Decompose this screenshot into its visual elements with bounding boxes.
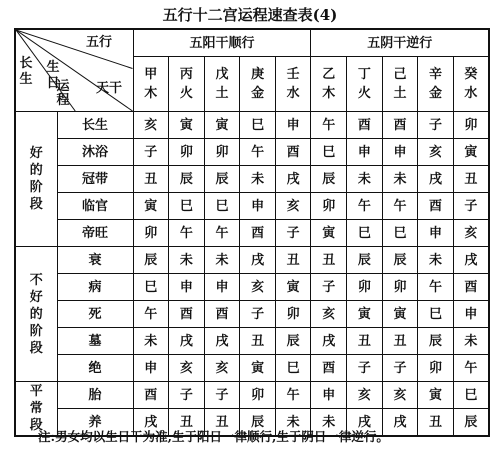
branch-cell: 巳 [133,274,169,301]
branch-cell: 辰 [240,409,276,437]
stem-element: 水 [286,86,300,101]
stem-char: 壬 [286,67,300,82]
table-row [15,301,489,328]
branch-cell: 巳 [347,220,383,247]
stem-header [347,57,383,112]
table-row [15,274,489,301]
stem-header [240,57,276,112]
branch-cell: 卯 [275,301,311,328]
branch-cell: 申 [311,382,347,409]
group-label-char: 的 [29,306,43,322]
group-label-char: 段 [29,418,43,433]
branch-cell: 未 [240,166,276,193]
branch-cell: 午 [275,382,311,409]
stage-name: 墓 [57,328,133,355]
branch-cell: 寅 [133,193,169,220]
corner-changsheng: 长生 [19,56,33,87]
branch-cell: 寅 [240,355,276,382]
branch-cell: 丑 [169,409,205,437]
branch-cell: 酉 [240,220,276,247]
stem-element: 木 [144,86,158,101]
branch-cell: 戌 [311,328,347,355]
table-row [15,112,489,139]
stage-name: 养 [57,409,133,437]
branch-cell: 卯 [453,112,489,139]
stem-header [204,57,240,112]
corner-stem: 天干 [96,81,123,96]
branch-cell: 寅 [418,382,454,409]
branch-cell: 子 [275,220,311,247]
branch-cell: 亥 [311,301,347,328]
branch-cell: 巳 [204,193,240,220]
table-row [15,382,489,409]
stage-name: 病 [57,274,133,301]
branch-cell: 亥 [169,355,205,382]
stem-char: 己 [393,67,407,82]
branch-cell: 申 [275,112,311,139]
branch-cell: 寅 [347,301,383,328]
stem-header [418,57,454,112]
stem-header [382,57,418,112]
branch-cell: 卯 [204,139,240,166]
group-label-char: 好 [29,289,43,305]
stage-name: 胎 [57,382,133,409]
branch-cell: 亥 [275,193,311,220]
yin-stem-header: 五阴干逆行 [311,29,489,57]
branch-cell: 午 [418,274,454,301]
branch-cell: 子 [204,382,240,409]
branch-cell: 戌 [453,247,489,274]
branch-cell: 卯 [382,274,418,301]
stage-name: 沐浴 [57,139,133,166]
stem-header [275,57,311,112]
table-title: 五行十二宫运程速查表(4) [162,6,338,24]
stem-element: 木 [322,86,336,101]
branch-cell: 辰 [382,247,418,274]
corner-diagonal-lines [16,30,133,111]
branch-cell: 午 [311,112,347,139]
branch-cell: 寅 [453,139,489,166]
branch-cell: 未 [275,409,311,437]
table-row [15,328,489,355]
branch-cell: 卯 [311,193,347,220]
group-label-char: 阶 [29,180,43,195]
branch-cell: 未 [133,328,169,355]
branch-cell: 酉 [311,355,347,382]
branch-cell: 申 [382,139,418,166]
stem-element: 土 [215,86,229,101]
stem-element: 火 [179,86,193,101]
stem-element: 火 [357,86,371,101]
stem-char: 庚 [251,67,265,82]
branch-cell: 亥 [347,382,383,409]
branch-cell: 子 [382,355,418,382]
branch-cell: 戌 [169,328,205,355]
branch-cell: 亥 [418,139,454,166]
stem-element: 金 [429,86,443,101]
stem-char: 辛 [429,67,443,82]
table-row [15,355,489,382]
branch-cell: 午 [382,193,418,220]
branch-cell: 巳 [382,220,418,247]
branch-cell: 丑 [275,247,311,274]
stage-name: 长生 [57,112,133,139]
branch-cell: 未 [311,409,347,437]
corner-header [15,29,133,112]
branch-cell: 戌 [204,328,240,355]
branch-cell: 午 [347,193,383,220]
branch-cell: 亥 [240,274,276,301]
branch-cell: 子 [311,274,347,301]
stage-group-label [15,247,57,382]
group-label-char: 段 [29,197,43,212]
branch-cell: 戌 [418,166,454,193]
stem-header [453,57,489,112]
branch-cell: 酉 [382,112,418,139]
branch-cell: 卯 [133,220,169,247]
branch-cell: 未 [204,247,240,274]
group-label-char: 阶 [29,323,43,339]
branch-cell: 申 [418,220,454,247]
table-row [15,193,489,220]
corner-yuncheng: 运程 [56,79,70,108]
branch-cell: 申 [347,139,383,166]
branch-cell: 辰 [418,328,454,355]
stage-name: 死 [57,301,133,328]
branch-cell: 未 [347,166,383,193]
branch-cell: 酉 [204,301,240,328]
branch-cell: 申 [133,355,169,382]
branch-cell: 酉 [169,301,205,328]
stem-element: 土 [393,86,407,101]
branch-cell: 酉 [275,139,311,166]
branch-cell: 寅 [311,220,347,247]
stem-element: 金 [251,86,265,101]
branch-cell: 寅 [382,301,418,328]
stage-name: 临官 [57,193,133,220]
stem-char: 癸 [464,67,478,82]
branch-cell: 午 [453,355,489,382]
group-label-char: 的 [29,163,43,178]
footnote: 注:男女均以生日干为准,生于阳日一律顺行,生于阴日一律逆行。 [38,429,389,444]
branch-cell: 戌 [347,409,383,437]
branch-cell: 辰 [311,166,347,193]
group-label-char: 段 [29,340,43,356]
branch-cell: 辰 [347,247,383,274]
corner-shengri: 生日 [46,60,60,91]
branch-cell: 子 [133,139,169,166]
branch-cell: 午 [204,220,240,247]
stem-header [311,57,347,112]
table-row [15,247,489,274]
branch-cell: 未 [169,247,205,274]
stem-char: 丙 [179,67,193,82]
yang-stem-header: 五阳干顺行 [133,29,311,57]
branch-cell: 午 [240,139,276,166]
stem-char: 戊 [215,67,229,82]
branch-cell: 戌 [133,409,169,437]
branch-cell: 辰 [133,247,169,274]
stage-name: 冠带 [57,166,133,193]
branch-cell: 子 [240,301,276,328]
branch-cell: 午 [169,220,205,247]
branch-cell: 丑 [204,409,240,437]
branch-cell: 亥 [453,220,489,247]
stage-name: 衰 [57,247,133,274]
group-label-char: 好 [29,146,43,161]
branch-cell: 丑 [418,409,454,437]
branch-cell: 辰 [204,166,240,193]
branch-cell: 酉 [453,274,489,301]
table-row [15,139,489,166]
stage-name: 帝旺 [57,220,133,247]
branch-cell: 酉 [418,193,454,220]
group-label-char: 常 [29,401,43,416]
branch-cell: 寅 [275,274,311,301]
branch-cell: 巳 [240,112,276,139]
stem-char: 乙 [322,67,336,82]
branch-cell: 未 [418,247,454,274]
branch-cell: 巳 [311,139,347,166]
branch-cell: 巳 [418,301,454,328]
stem-char: 丁 [357,67,371,82]
stem-element: 水 [464,86,478,101]
branch-cell: 寅 [169,112,205,139]
branch-cell: 酉 [133,382,169,409]
branch-cell: 卯 [169,139,205,166]
branch-cell: 巳 [169,193,205,220]
branch-cell: 丑 [453,166,489,193]
table-row [15,220,489,247]
branch-cell: 寅 [204,112,240,139]
branch-cell: 子 [169,382,205,409]
branch-cell: 丑 [240,328,276,355]
branch-cell: 戌 [382,409,418,437]
branch-cell: 卯 [240,382,276,409]
branch-cell: 申 [204,274,240,301]
branch-cell: 申 [453,301,489,328]
branch-cell: 卯 [418,355,454,382]
branch-cell: 亥 [133,112,169,139]
stage-group-label [15,112,57,247]
branch-cell: 丑 [133,166,169,193]
corner-wuxing: 五行 [86,35,113,50]
branch-cell: 巳 [453,382,489,409]
branch-cell: 丑 [382,328,418,355]
branch-cell: 子 [453,193,489,220]
stem-header [169,57,205,112]
branch-cell: 辰 [275,328,311,355]
branch-cell: 亥 [382,382,418,409]
branch-cell: 辰 [169,166,205,193]
branch-cell: 未 [453,328,489,355]
branch-cell: 亥 [204,355,240,382]
branch-cell: 戌 [275,166,311,193]
fortune-table [14,28,490,437]
branch-cell: 申 [169,274,205,301]
branch-cell: 午 [133,301,169,328]
branch-cell: 子 [347,355,383,382]
branch-cell: 卯 [347,274,383,301]
group-label-char: 不 [29,272,43,288]
branch-cell: 丑 [347,328,383,355]
stage-name: 绝 [57,355,133,382]
stem-header [133,57,169,112]
stem-char: 甲 [144,67,158,82]
table-row [15,166,489,193]
branch-cell: 未 [382,166,418,193]
branch-cell: 丑 [311,247,347,274]
branch-cell: 戌 [240,247,276,274]
group-label-char: 平 [29,384,43,399]
branch-cell: 辰 [453,409,489,437]
branch-cell: 子 [418,112,454,139]
branch-cell: 酉 [347,112,383,139]
branch-cell: 申 [240,193,276,220]
branch-cell: 巳 [275,355,311,382]
